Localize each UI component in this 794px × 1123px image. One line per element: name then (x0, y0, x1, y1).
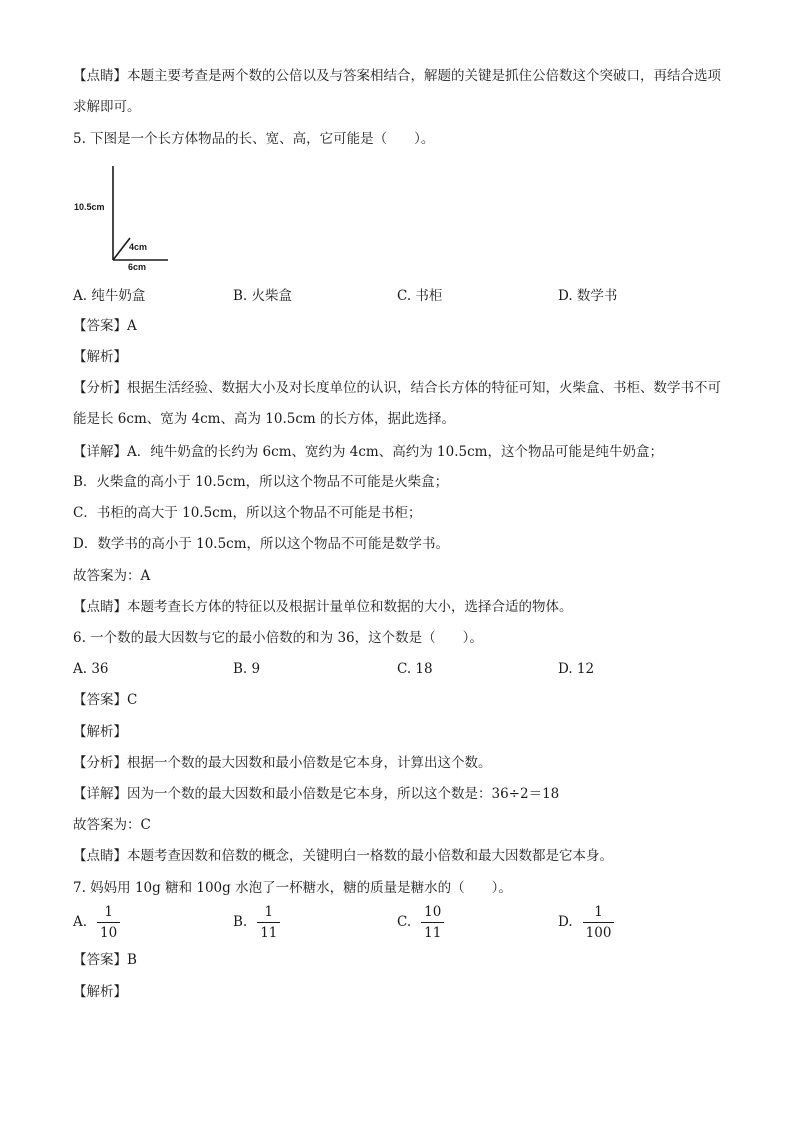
cuboid-dimension-figure (70, 160, 180, 275)
height-label: 10.5cm (74, 202, 105, 212)
q7-jiexi: 【解析】 (73, 984, 127, 1000)
width-edge (113, 238, 130, 260)
denominator: 100 (585, 925, 612, 941)
q5-option-a[interactable]: A. 纯牛奶盒 (73, 288, 146, 304)
denominator: 11 (424, 925, 442, 941)
length-label: 6cm (128, 262, 147, 272)
q7-option-d[interactable] (558, 904, 614, 941)
q7-option-c-letter: C. (397, 914, 412, 930)
q6-option-c[interactable]: C. 18 (397, 661, 433, 677)
fraction (257, 904, 280, 941)
q5-dianjing: 【点睛】本题考查长方体的特征以及根据计量单位和数据的大小，选择合适的物体。 (73, 599, 573, 615)
q7-option-a[interactable] (73, 904, 120, 941)
q7-option-d-letter: D. (558, 914, 573, 930)
q6-dianjing: 【点睛】本题考查因数和倍数的概念，关键明白一格数的最小倍数和最大因数都是它本身。 (73, 848, 613, 864)
q5-option-b[interactable]: B. 火柴盒 (233, 288, 293, 304)
q6-option-d[interactable]: D. 12 (558, 661, 595, 677)
denominator: 11 (260, 925, 278, 941)
q5-option-d[interactable]: D. 数学书 (558, 288, 618, 304)
q7-option-c[interactable] (397, 904, 444, 941)
q5-line-d: D．数学书的高小于 10.5cm，所以这个物品不可能是数学书。 (73, 536, 450, 552)
q6-xiangjie: 【详解】因为一个数的最大因数和最小倍数是它本身，所以这个数是：36÷2＝18 (73, 786, 560, 802)
q6-fenxi: 【分析】根据一个数的最大因数和最小倍数是它本身，计算出这个数。 (73, 755, 492, 771)
q7-stem: 7. 妈妈用 10g 糖和 100g 水泡了一杯糖水，糖的质量是糖水的（ ）。 (73, 880, 512, 896)
denominator: 10 (100, 925, 118, 941)
fraction (583, 904, 615, 941)
numerator: 1 (97, 904, 120, 923)
q5-option-c[interactable]: C. 书柜 (397, 288, 443, 304)
q6-answer: 【答案】C (73, 692, 138, 708)
q6-stem: 6. 一个数的最大因数与它的最小倍数的和为 36，这个数是（ ）。 (73, 630, 483, 646)
q7-answer: 【答案】B (73, 952, 137, 968)
numerator: 1 (257, 904, 280, 923)
q5-final: 故答案为：A (73, 568, 151, 584)
fraction (421, 904, 444, 941)
q5-line-c: C．书柜的高大于 10.5cm，所以这个物品不可能是书柜； (73, 505, 422, 521)
q7-option-a-letter: A. (73, 914, 88, 930)
q7-option-b-letter: B. (233, 914, 248, 930)
q5-fenxi: 【分析】根据生活经验、数据大小及对长度单位的认识，结合长方体的特征可知，火柴盒、书柜、数学书不可能是长 6cm、宽为 4cm、高为 10.5cm 的长方体，据此选择。 (73, 380, 721, 427)
q5-answer: 【答案】A (73, 318, 137, 334)
fraction (97, 904, 120, 941)
q5-line-b: B．火柴盒的高小于 10.5cm，所以这个物品不可能是火柴盒； (73, 474, 449, 490)
q5-xiangjie: 【详解】A．纯牛奶盒的长约为 6cm、宽约为 4cm、高约为 10.5cm，这个物品可能是纯牛奶盒； (73, 444, 663, 460)
q6-final: 故答案为：C (73, 817, 151, 833)
width-label: 4cm (129, 242, 148, 252)
numerator: 10 (421, 904, 444, 923)
q6-jiexi: 【解析】 (73, 724, 127, 740)
dianjing-prev: 【点睛】本题主要考查是两个数的公倍以及与答案相结合，解题的关键是抓住公倍数这个突破口，再结合选项求解即可。 (73, 68, 721, 115)
q6-option-a[interactable]: A. 36 (73, 661, 109, 677)
q5-stem: 5. 下图是一个长方体物品的长、宽、高，它可能是（ ）。 (73, 131, 435, 147)
q6-option-b[interactable]: B. 9 (233, 661, 261, 677)
q7-option-b[interactable] (233, 904, 280, 941)
numerator: 1 (583, 904, 615, 923)
q5-jiexi: 【解析】 (73, 349, 127, 365)
